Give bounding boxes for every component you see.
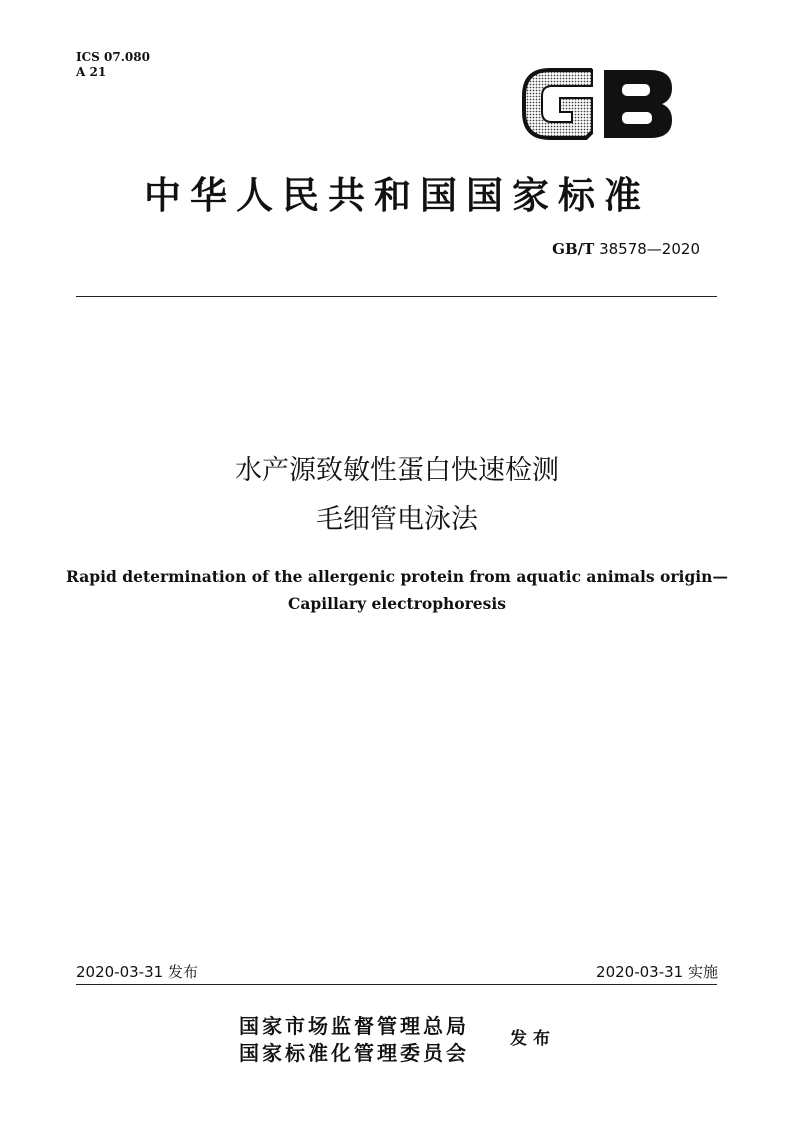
release-date: 2020-03-31 发布: [76, 963, 198, 981]
standard-number-prefix: GB/T: [552, 240, 595, 258]
standard-number: [552, 240, 700, 258]
publish-label: 发布: [510, 1029, 556, 1049]
classification-codes: [76, 50, 150, 80]
bottom-divider: [76, 984, 717, 985]
title-en-line2: Capillary electrophoresis: [287, 594, 507, 613]
implementation-date: 2020-03-31 实施: [596, 963, 718, 981]
gb-logo: [520, 62, 676, 146]
top-divider: [76, 296, 717, 297]
issuer-line1: 国家市场监督管理总局: [239, 1014, 469, 1038]
title-zh-line1: 水产源致敏性蛋白快速检测: [235, 455, 559, 486]
gb-logo-icon: [520, 62, 676, 146]
ccs-code: A 21: [76, 65, 107, 79]
title-en-line1: Rapid determination of the allergenic protein from aquatic animals origin—: [66, 567, 728, 586]
standard-number-value: 38578—2020: [599, 240, 700, 258]
ics-code: ICS 07.080: [76, 50, 150, 64]
title-zh-line2: 毛细管电泳法: [316, 504, 478, 535]
issuer-line2: 国家标准化管理委员会: [239, 1041, 469, 1065]
national-standard-title: 中华人民共和国国家标准: [144, 173, 650, 217]
